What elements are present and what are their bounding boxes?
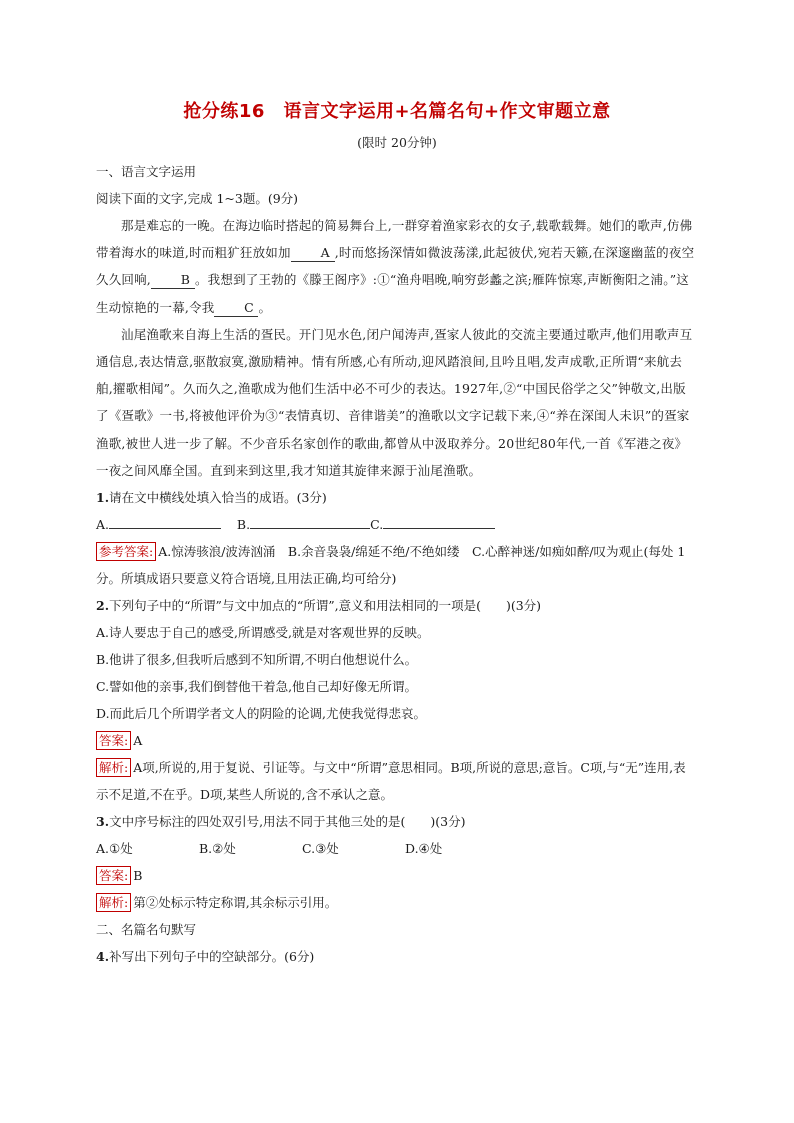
passage-text: 。我想到了王勃的《滕王阁序》:①“渔舟唱晚,响穷彭蠡之滨;雁阵惊寒,声断衡阳之浦。”这生动惊艳的一幕,令我 [96,272,689,315]
question-text: 请在文中横线处填入恰当的成语。(3分) [109,490,327,506]
answer-text: A [133,733,143,749]
question-number: 2. [96,598,110,614]
reading-instructions: 阅读下面的文字,完成 1~3题。(9分) [96,191,299,206]
option-b: B.②处 [199,841,236,857]
analysis-text: 第②处标示特定称谓,其余标示引用。 [133,895,338,911]
blank-c: C [214,300,258,317]
passage-text: 。 [258,299,272,315]
option-a: A.诗人要忠于自己的感受,所谓感受,就是对客观世界的反映。 [96,625,430,641]
section-heading-2: 二、名篇名句默写 [96,922,197,938]
option-c: C.譬如他的亲事,我们倒替他干着急,他自己却好像无所谓。 [96,679,418,695]
question-4 [96,943,698,970]
options-row [96,835,698,862]
analysis-text: A项,所说的,用于复说、引证等。与文中“所谓”意思相同。B项,所说的意思;意旨。C项,与“无”连用,表示不足道,不在乎。D项,某些人所说的,含不承认之意。 [96,760,686,803]
reference-answer [96,538,698,592]
option-d: D.而此后几个所谓学者文人的阴险的论调,尤使我觉得悲哀。 [96,706,427,722]
option-label: A. [96,517,110,533]
option-label: B. [236,517,251,533]
option-a: A.①处 [96,841,133,857]
question-2 [96,592,698,619]
passage-text: ,时而悠扬深情如微波荡漾,此起彼伏,宛若天籁,在深邃幽蓝的夜空久久回响, [96,245,695,288]
answer-text: A.惊涛骇浪/波涛汹涌 B.余音袅袅/绵延不绝/不绝如缕 C.心醉神迷/如痴如醉/叹为观止(每处 1分。所填成语只要意义符合语境,且用法正确,均可给分) [96,544,686,587]
answer [96,727,698,754]
blank-b: B [151,272,195,289]
question-3 [96,808,698,835]
analysis-tag: 解析: [96,893,131,912]
analysis-tag: 解析: [96,758,131,777]
answer [96,862,698,889]
option-d: D.④处 [405,841,443,857]
answer-tag: 答案: [96,731,131,750]
question-text: 文中序号标注的四处双引号,用法不同于其他三处的是( )(3分) [109,814,466,830]
passage-text: 那是难忘的一晚。在海边临时搭起的简易舞台上,一群穿着渔家彩衣的女子,载歌载舞。她们的歌声,仿佛带着海水的味道,时而粗犷狂放如加 [96,218,693,261]
answer-line-a [109,514,221,529]
time-limit: (限时 20分钟) [357,135,437,150]
reference-answer-tag: 参考答案: [96,542,156,561]
question-1 [96,484,698,511]
answer-lines [96,511,698,538]
question-number: 3. [96,814,110,830]
question-number: 4. [96,949,110,965]
option-b: B.他讲了很多,但我听后感到不知所谓,不明白他想说什么。 [96,652,418,668]
question-text: 下列句子中的“所谓”与文中加点的“所谓”,意义和用法相同的一项是( )(3分) [109,598,542,614]
passage-paragraph-1 [96,212,698,321]
document-body [96,158,698,970]
passage-paragraph-2: 汕尾渔歌来自海上生活的疍民。开门见水色,闭户闻涛声,疍家人彼此的交流主要通过歌声,他们用歌声互通信息,表达情意,驱散寂寞,激励精神。情有所感,心有所动,迎风踏浪间,且吟且唱,发声成歌,正所谓“来航去舶,擢歌相闻”。久而久之,渔歌成为他们生活中必不可少的表达。1927年,②“中国民俗学之父”钟敬文,出版了《疍歌》一书,将被他评价为③“表情真切、音律谐美”的渔歌以文字记载下来,④“养在深闺人未识”的疍家渔歌,被世人进一步了解。不少音乐名家创作的歌曲,都曾从中汲取养分。20世纪80年代,一首《军港之夜》一夜之间风靡全国。直到来到这里,我才知道其旋律来源于汕尾渔歌。 [96,326,693,478]
answer-line-b [250,514,370,529]
option-label: C. [370,517,384,533]
analysis [96,754,698,808]
page-title: 抢分练16 语言文字运用+名篇名句+作文审题立意 [183,101,611,122]
answer-tag: 答案: [96,866,131,885]
section-heading-1: 一、语言文字运用 [96,164,197,179]
blank-a: A [291,245,335,262]
question-number: 1. [96,490,110,506]
analysis [96,889,698,916]
answer-text: B [133,868,143,884]
option-c: C.③处 [302,841,339,857]
question-text: 补写出下列句子中的空缺部分。(6分) [109,949,315,965]
answer-line-c [383,514,495,529]
